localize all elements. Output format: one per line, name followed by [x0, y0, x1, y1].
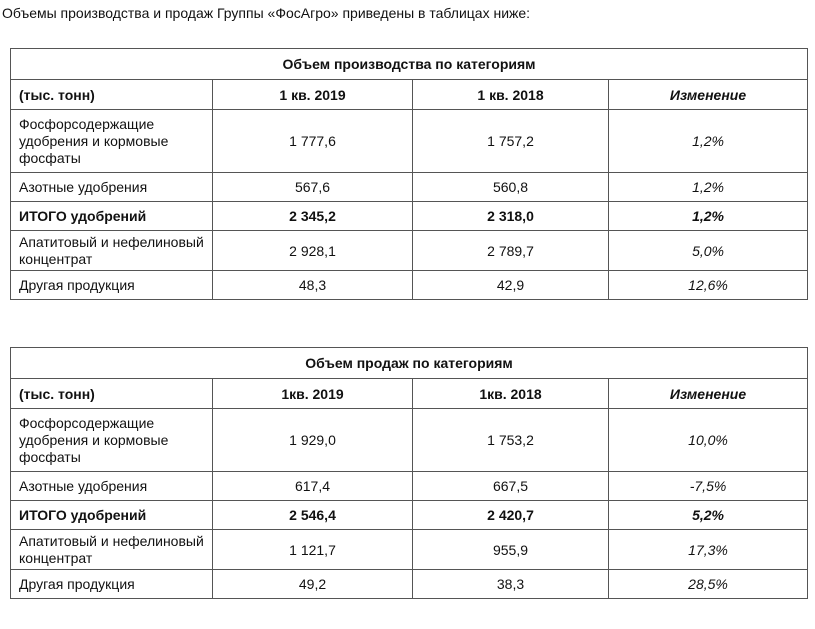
value-2019: 2 546,4 [213, 501, 413, 530]
production-header-row [11, 80, 808, 110]
q1-2018-header: 1 кв. 2018 [413, 80, 609, 110]
sales-header-row [11, 379, 808, 409]
row-label: Апатитовый и нефелиновый концентрат [11, 530, 213, 570]
q1-2018-header: 1кв. 2018 [413, 379, 609, 409]
production-table [10, 48, 808, 300]
table-row [11, 173, 808, 202]
table-row [11, 231, 808, 271]
total-row [11, 501, 808, 530]
row-label: Апатитовый и нефелиновый концентрат [11, 231, 213, 271]
table-row [11, 110, 808, 173]
change-value: 12,6% [609, 271, 808, 300]
row-label: Фосфорсодержащие удобрения и кормовые фосфаты [11, 110, 213, 173]
value-2018: 1 753,2 [413, 409, 609, 472]
row-label: Азотные удобрения [11, 173, 213, 202]
value-2019: 1 929,0 [213, 409, 413, 472]
change-header: Изменение [609, 379, 808, 409]
value-2019: 617,4 [213, 472, 413, 501]
change-value: 5,0% [609, 231, 808, 271]
q1-2019-header: 1кв. 2019 [213, 379, 413, 409]
value-2018: 560,8 [413, 173, 609, 202]
row-label: Другая продукция [11, 570, 213, 599]
change-value: 28,5% [609, 570, 808, 599]
table-row [11, 271, 808, 300]
change-value: 17,3% [609, 530, 808, 570]
row-label: Другая продукция [11, 271, 213, 300]
value-2019: 2 928,1 [213, 231, 413, 271]
table-row [11, 409, 808, 472]
change-value: -7,5% [609, 472, 808, 501]
value-2019: 49,2 [213, 570, 413, 599]
unit-header: (тыс. тонн) [11, 379, 213, 409]
row-label: ИТОГО удобрений [11, 501, 213, 530]
value-2018: 2 420,7 [413, 501, 609, 530]
value-2018: 667,5 [413, 472, 609, 501]
row-label: Азотные удобрения [11, 472, 213, 501]
table-row [11, 570, 808, 599]
value-2018: 1 757,2 [413, 110, 609, 173]
value-2019: 567,6 [213, 173, 413, 202]
intro-text: Объемы производства и продаж Группы «ФосАгро» приведены в таблицах ниже: [2, 5, 531, 21]
table-row [11, 472, 808, 501]
table-row [11, 530, 808, 570]
production-table-title: Объем производства по категориям [11, 49, 808, 80]
unit-header: (тыс. тонн) [11, 80, 213, 110]
value-2018: 2 789,7 [413, 231, 609, 271]
row-label: ИТОГО удобрений [11, 202, 213, 231]
sales-table [10, 347, 808, 599]
value-2019: 1 121,7 [213, 530, 413, 570]
value-2019: 1 777,6 [213, 110, 413, 173]
change-value: 1,2% [609, 173, 808, 202]
total-row [11, 202, 808, 231]
value-2019: 48,3 [213, 271, 413, 300]
value-2018: 38,3 [413, 570, 609, 599]
change-value: 1,2% [609, 110, 808, 173]
change-header: Изменение [609, 80, 808, 110]
value-2018: 42,9 [413, 271, 609, 300]
change-value: 10,0% [609, 409, 808, 472]
change-value: 1,2% [609, 202, 808, 231]
value-2019: 2 345,2 [213, 202, 413, 231]
change-value: 5,2% [609, 501, 808, 530]
value-2018: 2 318,0 [413, 202, 609, 231]
value-2018: 955,9 [413, 530, 609, 570]
q1-2019-header: 1 кв. 2019 [213, 80, 413, 110]
sales-table-title: Объем продаж по категориям [11, 348, 808, 379]
row-label: Фосфорсодержащие удобрения и кормовые фосфаты [11, 409, 213, 472]
